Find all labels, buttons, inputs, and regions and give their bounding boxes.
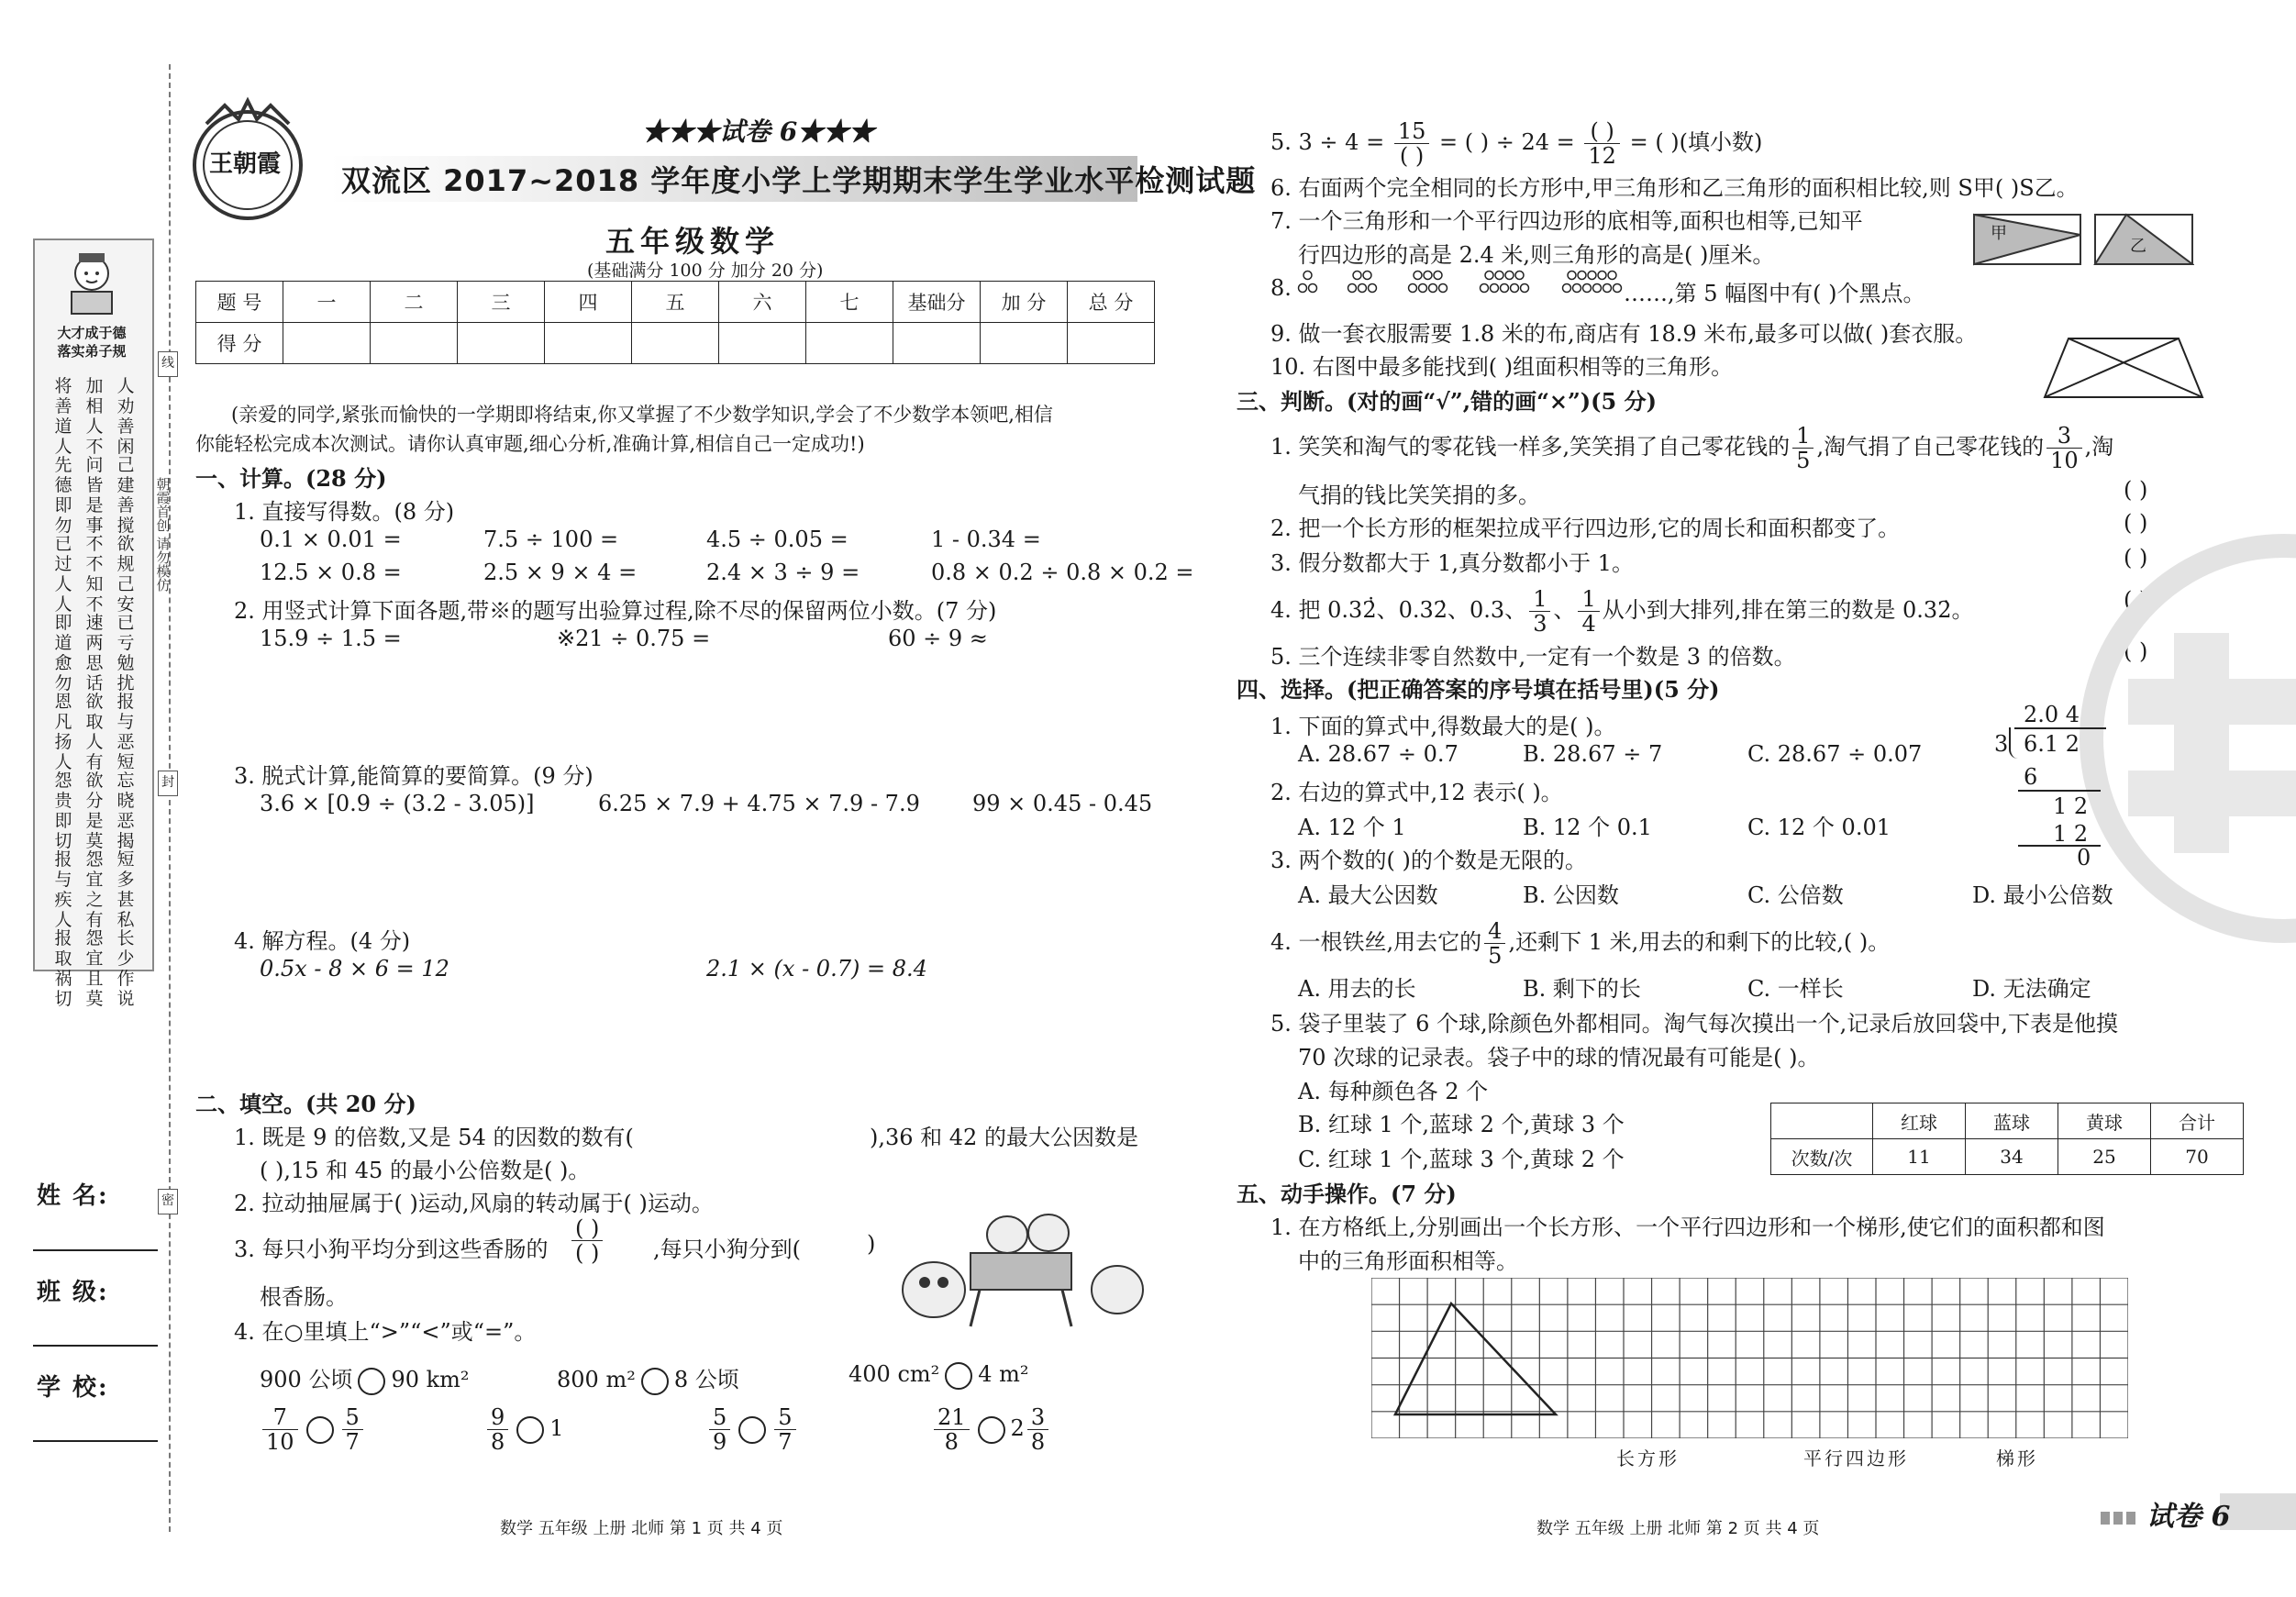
score-cell[interactable]	[719, 323, 806, 364]
compare-circle[interactable]	[641, 1368, 669, 1395]
judge-q1-d: 气捐的钱比笑笑捐的多。	[1298, 482, 1540, 508]
choice-q1: 1. 下面的算式中,得数最大的是( )。	[1270, 714, 1616, 739]
vertical-calc-item: 60 ÷ 9 ≈	[888, 626, 988, 651]
pattern-dot	[1309, 284, 1317, 293]
fill-q7-b: 行四边形的高是 2.4 米,则三角形的高是( )厘米。	[1298, 242, 1775, 268]
compare-fraction-item	[706, 1405, 799, 1454]
pattern-dot	[1598, 272, 1606, 280]
fill-q10: 10. 右图中最多能找到( )组面积相等的三角形。	[1270, 354, 1734, 380]
judge-q4	[1270, 587, 1973, 636]
pattern-dot	[1419, 284, 1427, 293]
pattern-dot	[1409, 284, 1417, 293]
score-cell[interactable]	[283, 323, 371, 364]
motto-column: 不不知不	[85, 534, 104, 615]
motto-column: 怨宜且莫	[85, 928, 104, 1009]
pattern-dot	[1353, 272, 1361, 280]
ball-table-header-cell: 红球	[1873, 1103, 1966, 1139]
division-bracket	[2009, 727, 2020, 759]
fraction-numerator: 1	[1792, 424, 1814, 449]
score-table-header-cell: 题 号	[196, 282, 283, 323]
ball-table-cell: 11	[1873, 1139, 1966, 1175]
pattern-dot	[1434, 272, 1442, 280]
motto-column: 短多甚私	[116, 849, 135, 930]
margin-mark-mi: 密	[158, 1189, 178, 1214]
motto-column: 恩凡扬人	[54, 692, 72, 772]
pattern-dot	[1511, 284, 1519, 293]
choice-option: B. 12 个 0.1	[1523, 815, 1652, 840]
choice-q4	[1270, 919, 1890, 968]
choice-option: C. 公倍数	[1747, 882, 1844, 908]
subject-title: 五年级数学	[605, 224, 781, 259]
motto-top-1: 大才成于德	[57, 325, 127, 341]
choice-option: A. 12 个 1	[1298, 815, 1406, 840]
fraction-denominator: ( )	[1399, 143, 1425, 169]
fraction-numerator: 1	[1578, 587, 1599, 612]
fraction-denominator: 12	[1588, 143, 1616, 169]
pattern-dot	[1363, 272, 1371, 280]
motto-column: 欲取人有	[85, 692, 104, 772]
logo-text: 王朝霞	[209, 150, 282, 178]
motto-column: 长少作说	[116, 928, 135, 1009]
name-label: 姓 名:	[37, 1182, 109, 1210]
draw-q1-a: 1. 在方格纸上,分别画出一个长方形、一个平行四边形和一个梯形,使它们的面积都和图	[1270, 1214, 2105, 1240]
ball-table-cell: 次数/次	[1771, 1139, 1873, 1175]
compare-circle[interactable]	[516, 1416, 544, 1444]
pattern-dot	[1491, 284, 1499, 293]
choice-q4-b: ,还剩下 1 米,用去的和剩下的比较,( )。	[1508, 929, 1891, 955]
stepwise-item: 6.25 × 7.9 + 4.75 × 7.9 - 7.9	[598, 791, 920, 816]
judge-q1	[1270, 424, 2113, 472]
motto-column: 问皆是事	[85, 455, 104, 536]
ball-table-header-cell: 蓝球	[1966, 1103, 2058, 1139]
choice-option: A. 28.67 ÷ 0.7	[1298, 741, 1459, 767]
score-table-header-cell: 三	[458, 282, 545, 323]
score-table	[195, 281, 1155, 364]
choice-q3: 3. 两个数的( )的个数是无限的。	[1270, 848, 1587, 873]
judge-q1-b: ,淘气捐了自己零花钱的	[1816, 434, 2045, 460]
judge-answer-paren[interactable]: ( )	[2124, 587, 2148, 613]
fill-q8-num: 8.	[1270, 275, 1292, 301]
pattern-dot	[1439, 284, 1447, 293]
fill-q9: 9. 做一套衣服需要 1.8 米的布,商店有 18.9 米布,最多可以做( )套衣服。	[1270, 321, 1978, 347]
score-table-header-cell: 五	[632, 282, 719, 323]
calc-item: 4.5 ÷ 0.05 =	[706, 527, 849, 552]
score-cell[interactable]	[981, 323, 1068, 364]
ball-table-header-cell: 合计	[2151, 1103, 2244, 1139]
judge-q3: 3. 假分数都大于 1,真分数都小于 1。	[1270, 550, 1634, 576]
pattern-dot	[1608, 272, 1616, 280]
mixed-whole: 2	[1010, 1415, 1025, 1441]
ball-table-cell: 25	[2058, 1139, 2151, 1175]
stepwise-item: 99 × 0.45 - 0.45	[972, 791, 1153, 816]
vertical-calc-item: 15.9 ÷ 1.5 =	[260, 626, 402, 651]
division-step: 1 2	[2053, 821, 2089, 847]
fraction-denominator: 4	[1581, 611, 1596, 637]
fill-q5-b: = ( ) ÷ 24 =	[1439, 129, 1575, 155]
fraction-numerator: 5	[774, 1405, 795, 1430]
motto-column: 怨贵即切	[54, 771, 72, 851]
compare-fraction-item	[484, 1405, 564, 1454]
sec1-q2: 2. 用竖式计算下面各题,带※的题写出验算过程,除不尽的保留两位小数。(7 分)	[234, 598, 997, 624]
score-table-score-row	[196, 323, 1155, 364]
corner-paper-label: 试卷 6	[2146, 1501, 2231, 1533]
corner-decoration	[2101, 1512, 2137, 1525]
compare-fraction-item	[931, 1405, 1051, 1454]
fraction-denominator: 3	[1533, 611, 1547, 637]
pattern-dot	[1369, 284, 1377, 293]
division-dividend: 6.1 2	[2024, 731, 2080, 757]
calc-item: 0.8 × 0.2 ÷ 0.8 × 0.2 =	[931, 560, 1194, 585]
trapezoid-triangles-figure	[2041, 335, 2206, 401]
sec1-q4: 4. 解方程。(4 分)	[234, 928, 411, 954]
division-divisor: 3	[1994, 731, 2009, 757]
sec1-title: 一、计算。(28 分)	[195, 465, 387, 492]
puppies-sausages-illustration	[888, 1207, 1156, 1336]
division-quotient: 2.0 4	[2024, 702, 2080, 727]
fraction-denominator: 5	[1488, 943, 1503, 969]
equation-item: 2.1 × (x - 0.7) = 8.4	[706, 956, 927, 981]
score-cell[interactable]	[893, 323, 981, 364]
footer-right: 数学 五年级 上册 北师 第 2 页 共 4 页	[1536, 1519, 1820, 1538]
fill-q1-part2: ),36 和 42 的最大公因数是	[870, 1125, 1138, 1150]
fraction-numerator: 15	[1394, 119, 1430, 144]
ball-table-data-row	[1771, 1139, 2244, 1175]
binding-line	[169, 64, 171, 1532]
division-step: 1 2	[2053, 793, 2089, 819]
compare-circle[interactable]	[738, 1416, 766, 1444]
given-triangle	[1395, 1303, 1556, 1414]
fraction-numerator: ( )	[571, 1216, 603, 1241]
fill-q5	[1270, 119, 1762, 168]
choice-q5-a: 5. 袋子里装了 6 个球,除颜色外都相同。淘气每次摸出一个,记录后放回袋中,下表是他摸	[1270, 1011, 2118, 1037]
corner-strip	[2220, 1493, 2296, 1530]
calc-item: 12.5 × 0.8 =	[260, 560, 402, 585]
choice-option: B. 公因数	[1523, 882, 1619, 908]
fraction-denominator: 8	[491, 1429, 505, 1455]
dot-pattern-figure	[1295, 268, 1625, 301]
ball-record-table	[1770, 1103, 2244, 1175]
blank-fraction	[569, 1216, 605, 1265]
motto-top-2: 落实弟子规	[57, 343, 127, 360]
compare-item	[557, 1361, 739, 1395]
motto-column: 报与恶短	[116, 692, 135, 772]
fraction-numerator: 3	[2046, 424, 2082, 449]
motto-column: 即道愈勿	[54, 613, 72, 693]
choice-option: B. 红球 1 个,蓝球 2 个,黄球 3 个	[1298, 1112, 1625, 1137]
score-table-header-cell: 六	[719, 282, 806, 323]
score-cell: 得 分	[196, 323, 283, 364]
compare-right: 4 m²	[978, 1361, 1029, 1387]
name-line[interactable]	[33, 1249, 158, 1251]
fraction-numerator: 5	[342, 1405, 363, 1430]
calc-item: 1 - 0.34 =	[931, 527, 1041, 552]
margin-note-text: 朝霞首创 请勿模仿	[154, 477, 172, 592]
fraction-denominator: 10	[266, 1429, 294, 1455]
fraction-denominator: 8	[1030, 1429, 1046, 1455]
sec1-q3: 3. 脱式计算,能简算的要简算。(9 分)	[234, 763, 593, 789]
choice-option: B. 28.67 ÷ 7	[1523, 741, 1663, 767]
compare-item	[849, 1361, 1029, 1390]
motto-column: 欲分是莫	[85, 771, 104, 851]
motto-column: 已亏勉扰	[116, 613, 135, 693]
fill-q3-part1: 3. 每只小狗平均分到这些香肠的	[234, 1237, 549, 1262]
compare-left: 900 公顷	[260, 1367, 353, 1392]
calc-item: 2.5 × 9 × 4 =	[483, 560, 638, 585]
judge-q5: 5. 三个连续非零自然数中,一定有一个数是 3 的倍数。	[1270, 644, 1796, 670]
fill-q6: 6. 右面两个完全相同的长方形中,甲三角形和乙三角形的面积相比较,则 S甲( )S乙。	[1270, 175, 2079, 201]
score-table-header-cell: 一	[283, 282, 371, 323]
choice-option: A. 最大公因数	[1298, 882, 1438, 908]
class-line[interactable]	[33, 1345, 158, 1347]
judge-q4-b: 、	[1553, 597, 1576, 623]
motto-column: 忘晓恶揭	[116, 771, 135, 851]
compare-circle[interactable]	[945, 1362, 972, 1390]
score-note: (基础满分 100 分 加分 20 分)	[587, 261, 824, 281]
motto-column: 加相人不	[85, 376, 104, 457]
drawing-grid[interactable]	[1371, 1278, 2128, 1438]
vertical-calc-item: ※21 ÷ 0.75 =	[557, 626, 711, 651]
sec2-title: 二、填空。(共 20 分)	[195, 1091, 416, 1117]
intro-line-1: (亲爱的同学,紧张而愉快的一学期即将结束,你又掌握了不少数学知识,学会了不少数学本领吧,相信	[231, 404, 1053, 426]
judge-answer-paren[interactable]: ( )	[2124, 510, 2148, 536]
pattern-dot	[1563, 284, 1571, 293]
division-step: 0	[2077, 845, 2091, 871]
fraction-denominator: ( )	[575, 1240, 600, 1266]
compare-circle[interactable]	[306, 1416, 334, 1444]
judge-q2: 2. 把一个长方形的框架拉成平行四边形,它的周长和面积都变了。	[1270, 516, 1901, 541]
fill-q3-part2: ,每只小狗分到(	[653, 1237, 801, 1262]
fraction-numerator: ( )	[1584, 119, 1620, 144]
score-table-header-cell: 基础分	[893, 282, 981, 323]
division-bar	[2014, 727, 2106, 729]
pattern-dot	[1303, 272, 1312, 280]
motto-column: 欲规己安	[116, 534, 135, 615]
sec4-title: 四、选择。(把正确答案的序号填在括号里)(5 分)	[1237, 676, 1720, 703]
choice-option: B. 剩下的长	[1523, 976, 1641, 1002]
class-label: 班 级:	[37, 1279, 109, 1306]
choice-option: C. 28.67 ÷ 0.07	[1747, 741, 1923, 767]
pattern-dot	[1603, 284, 1612, 293]
fill-q5-a: 5. 3 ÷ 4 =	[1270, 129, 1385, 155]
stepwise-item: 3.6 × [0.9 ÷ (3.2 - 3.05)]	[260, 791, 535, 816]
ball-table-header-row	[1771, 1103, 2244, 1139]
sec3-title: 三、判断。(对的画“√”,错的画“×”)(5 分)	[1237, 388, 1657, 415]
motto-column: 报与疾人	[54, 849, 72, 930]
pattern-dot	[1495, 272, 1503, 280]
score-cell[interactable]	[1068, 323, 1155, 364]
score-table-header-cell: 七	[806, 282, 893, 323]
judge-q4-a: 4. 把 0.32̇̇、0.32̇、0.3、	[1270, 597, 1527, 623]
choice-option: C. 红球 1 个,蓝球 3 个,黄球 2 个	[1298, 1147, 1625, 1172]
motto-column: 速两思话	[85, 613, 104, 693]
judge-answer-paren[interactable]: ( )	[2124, 477, 2148, 503]
fraction-numerator: 5	[709, 1405, 730, 1430]
equation-item: 0.5x - 8 × 6 = 12	[260, 956, 449, 981]
motto-column: 先德即勿	[54, 455, 72, 536]
choice-option: A. 用去的长	[1298, 976, 1416, 1002]
compare-item	[260, 1361, 470, 1395]
label-yi: 乙	[2130, 237, 2146, 256]
choice-q5-b: 70 次球的记录表。袋子中的球的情况最有可能是( )。	[1298, 1045, 1820, 1070]
calc-item: 7.5 ÷ 100 =	[483, 527, 619, 552]
fill-q3-part3: )	[867, 1231, 876, 1257]
motto-column: 报取祸切	[54, 928, 72, 1009]
motto-column: 怨宜之有	[85, 849, 104, 930]
score-table-header-cell: 总 分	[1068, 282, 1155, 323]
fill-q4: 4. 在○里填上“>”“<”或“=”。	[234, 1319, 537, 1345]
pattern-dot	[1505, 272, 1514, 280]
sec1-q1: 1. 直接写得数。(8 分)	[234, 499, 455, 525]
label-jia: 甲	[1991, 224, 2007, 243]
pattern-dot	[1424, 272, 1432, 280]
judge-q4-c: 从小到大排列,排在第三的数是 0.32̇。	[1602, 597, 1974, 623]
score-cell[interactable]	[632, 323, 719, 364]
school-label: 学 校:	[37, 1374, 109, 1402]
fraction-denominator: 8	[944, 1429, 959, 1455]
choice-option: A. 每种颜色各 2 个	[1298, 1079, 1489, 1104]
compare-circle[interactable]	[978, 1416, 1005, 1444]
pattern-dot	[1583, 284, 1592, 293]
fraction-numerator: 4	[1484, 919, 1505, 944]
pattern-dot	[1593, 284, 1602, 293]
draw-q1-b: 中的三角形面积相等。	[1298, 1248, 1518, 1274]
motto-column: 将善道人	[54, 376, 72, 457]
division-step: 6	[2024, 764, 2038, 790]
motto-column: 人劝善闲	[116, 376, 135, 457]
grid-label-rectangle: 长方形	[1616, 1447, 1680, 1469]
fill-q1-part3: ( ),15 和 45 的最小公倍数是( )。	[260, 1158, 591, 1183]
pattern-dot	[1481, 284, 1489, 293]
score-cell[interactable]	[458, 323, 545, 364]
pattern-dot	[1429, 284, 1437, 293]
score-cell[interactable]	[806, 323, 893, 364]
fill-q3-part4: 根香肠。	[260, 1284, 348, 1310]
ball-table-cell: 34	[1966, 1139, 2058, 1175]
pattern-dot	[1614, 284, 1622, 293]
ball-table-cell: 70	[2151, 1139, 2244, 1175]
grid-label-trapezoid: 梯形	[1996, 1447, 2038, 1469]
calc-item: 0.1 × 0.01 =	[260, 527, 402, 552]
fill-q1-part1: 1. 既是 9 的倍数,又是 54 的因数的数有(	[234, 1125, 634, 1150]
score-table-header-cell: 二	[371, 282, 458, 323]
calc-item: 2.4 × 3 ÷ 9 =	[706, 560, 860, 585]
pattern-dot	[1348, 284, 1357, 293]
choice-option: C. 12 个 0.01	[1747, 815, 1891, 840]
margin-mark-feng: 封	[158, 771, 178, 796]
pattern-dot	[1573, 284, 1581, 293]
score-table-header-row	[196, 282, 1155, 323]
fraction-numerator: 9	[487, 1405, 508, 1430]
score-cell[interactable]	[545, 323, 632, 364]
grid-label-parallelogram: 平行四边形	[1803, 1447, 1909, 1469]
margin-note	[152, 477, 172, 596]
score-table-header-cell: 加 分	[981, 282, 1068, 323]
pattern-dot	[1568, 272, 1576, 280]
margin-mark-xian: 线	[158, 351, 178, 377]
motto-column: 已过人人	[54, 534, 72, 615]
compare-right: 1	[549, 1415, 564, 1441]
fraction-numerator: 21	[934, 1405, 970, 1430]
judge-q1-c: ,淘	[2084, 434, 2114, 460]
footer-left: 数学 五年级 上册 北师 第 1 页 共 4 页	[500, 1519, 783, 1538]
fraction-denominator: 9	[713, 1429, 727, 1455]
fill-q8: ……,第 5 幅图中有( )个黑点。	[1624, 281, 1925, 306]
choice-q2: 2. 右边的算式中,12 表示( )。	[1270, 780, 1563, 805]
fraction-numerator: 3	[1027, 1405, 1048, 1430]
exam-title: 双流区 2017~2018 学年度小学上学期期末学生学业水平检测试题	[341, 163, 1257, 198]
compare-right: 8 公顷	[673, 1367, 739, 1392]
rectangle-jia-figure	[1972, 213, 2082, 266]
choice-q4-a: 4. 一根铁丝,用去它的	[1270, 929, 1482, 955]
division-line	[2018, 790, 2101, 792]
pattern-dot	[1501, 284, 1509, 293]
compare-left: 800 m²	[557, 1367, 636, 1392]
fraction-denominator: 10	[2050, 448, 2079, 473]
fraction-denominator: 7	[778, 1429, 793, 1455]
compare-left: 400 cm²	[849, 1361, 940, 1387]
fraction-denominator: 7	[345, 1429, 360, 1455]
pattern-dot	[1515, 272, 1524, 280]
ball-table-header-cell	[1771, 1103, 1873, 1139]
fraction-numerator: 7	[262, 1405, 298, 1430]
score-table-header-cell: 四	[545, 282, 632, 323]
compare-right: 90 km²	[391, 1367, 470, 1392]
child-figure-icon	[46, 246, 138, 319]
long-division-figure	[1981, 702, 2128, 876]
compare-circle[interactable]	[358, 1368, 385, 1395]
paper-label: ★★★试卷 6★★★	[642, 116, 875, 147]
ball-table-header-cell: 黄球	[2058, 1103, 2151, 1139]
compare-fraction-item	[260, 1405, 366, 1454]
sec5-title: 五、动手操作。(7 分)	[1237, 1181, 1457, 1207]
judge-answer-paren[interactable]: ( )	[2124, 545, 2148, 571]
pattern-dot	[1414, 272, 1422, 280]
pattern-dot	[1485, 272, 1493, 280]
pattern-dot	[1578, 272, 1586, 280]
fill-q2: 2. 拉动抽屉属于( )运动,风扇的转动属于( )运动。	[234, 1191, 714, 1216]
school-line[interactable]	[33, 1440, 158, 1442]
pattern-dot	[1299, 284, 1307, 293]
pattern-dot	[1588, 272, 1596, 280]
fraction-numerator: 1	[1529, 587, 1550, 612]
judge-answer-paren[interactable]: ( )	[2124, 638, 2148, 664]
choice-option: D. 最小公倍数	[1972, 882, 2113, 908]
pattern-dot	[1521, 284, 1529, 293]
choice-option: D. 无法确定	[1972, 976, 2091, 1002]
pattern-dot	[1359, 284, 1367, 293]
intro-line-2: 你能轻松完成本次测试。请你认真审题,细心分析,准确计算,相信自己一定成功!)	[195, 433, 865, 455]
choice-option: C. 一样长	[1747, 976, 1844, 1002]
judge-q1-a: 1. 笑笑和淘气的零花钱一样多,笑笑捐了自己零花钱的	[1270, 434, 1791, 460]
motto-column: 己建善搅	[116, 455, 135, 536]
fill-q5-c: = ( )(填小数)	[1629, 129, 1763, 155]
fraction-denominator: 5	[1796, 448, 1811, 473]
score-cell[interactable]	[371, 323, 458, 364]
fill-q7-a: 7. 一个三角形和一个平行四边形的底相等,面积也相等,已知平	[1270, 208, 1863, 234]
